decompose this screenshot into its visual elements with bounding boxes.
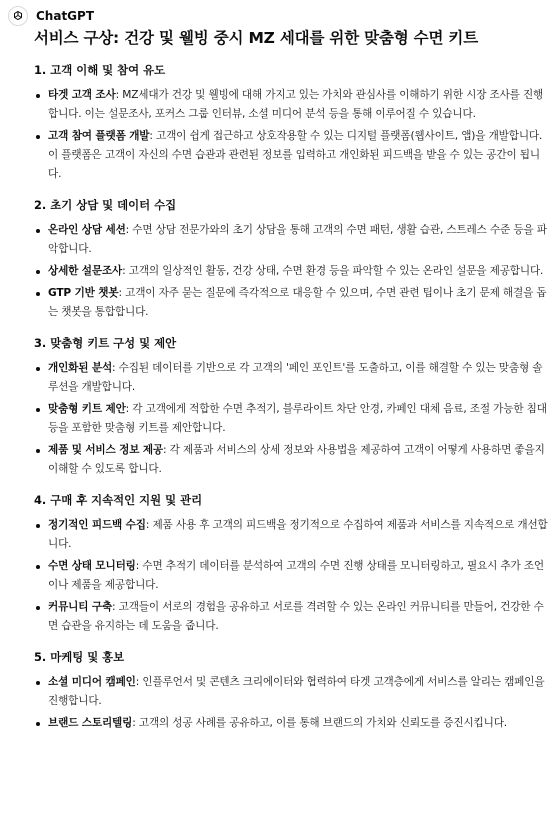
item-term: 온라인 상담 세션: [48, 224, 126, 236]
item-term: 커뮤니티 구축: [48, 601, 113, 613]
item-description: : 고객들이 서로의 경험을 공유하고 서로를 격려할 수 있는 온라인 커뮤니티를 만들어, 건강한 수면 습관을 유지하는 데 도움을 줍니다.: [48, 601, 544, 632]
item-description: : 제품 사용 후 고객의 피드백을 정기적으로 수집하여 제품과 서비스를 지속적으로 개선합니다.: [48, 519, 548, 550]
response-title: 서비스 구상: 건강 및 웰빙 중시 MZ 세대를 위한 맞춤형 수면 키트: [34, 29, 478, 47]
item-description: : 수집된 데이터를 기반으로 각 고객의 '페인 포인트'를 도출하고, 이를 해결할 수 있는 맞춤형 솔루션을 개발합니다.: [48, 362, 543, 393]
list-item: [34, 400, 550, 438]
response-section: [34, 649, 550, 733]
openai-logo-icon: [8, 6, 28, 26]
item-description: : MZ세대가 건강 및 웰빙에 대해 가지고 있는 가치와 관심사를 이해하기 위한 시장 조사를 진행합니다. 이는 설문조사, 포커스 그룹 인터뷰, 소셜 미디어 분석 등을 통해 이루어질 수 있습니다.: [48, 89, 544, 120]
item-term: 고객 참여 플랫폼 개발: [48, 130, 150, 142]
bullet-list: [34, 673, 550, 733]
section-heading: 2. 초기 상담 및 데이터 수집: [34, 198, 177, 212]
list-item: [34, 221, 550, 259]
list-item: [34, 262, 550, 281]
item-term: 상세한 설문조사: [48, 265, 123, 277]
item-description: : 각 고객에게 적합한 수면 추적기, 블루라이트 차단 안경, 카페인 대체 음료, 조절 가능한 침대 등을 포함한 맞춤형 키트를 제안합니다.: [48, 403, 547, 434]
message-header: [8, 6, 94, 26]
list-item: [34, 714, 550, 733]
item-term: GTP 기반 챗봇: [48, 287, 119, 299]
bullet-list: [34, 359, 550, 479]
list-item: [34, 86, 550, 124]
list-item: [34, 359, 550, 397]
item-term: 수면 상태 모니터링: [48, 560, 136, 572]
item-term: 맞춤형 키트 제안: [48, 403, 126, 415]
item-term: 제품 및 서비스 정보 제공: [48, 444, 163, 456]
response-section: [34, 197, 550, 322]
list-item: [34, 284, 550, 322]
item-term: 브랜드 스토리텔링: [48, 717, 133, 729]
section-heading: 3. 맞춤형 키트 구성 및 제안: [34, 336, 177, 350]
item-description: : 수면 추적기 데이터를 분석하여 고객의 수면 진행 상태를 모니터링하고, 필요시 추가 조언이나 제품을 제공합니다.: [48, 560, 545, 591]
bullet-list: [34, 86, 550, 184]
item-term: 정기적인 피드백 수집: [48, 519, 146, 531]
bullet-list: [34, 516, 550, 636]
list-item: [34, 516, 550, 554]
bullet-list: [34, 221, 550, 322]
assistant-name: ChatGPT: [36, 9, 95, 23]
item-description: : 고객이 쉽게 접근하고 상호작용할 수 있는 디지털 플랫폼(웹사이트, 앱)을 개발합니다. 이 플랫폼은 고객이 자신의 수면 습관과 관련된 정보를 입력하고 개인화된 피드백을 받을 수 있는 공간이 됩니다.: [48, 130, 543, 180]
item-description: : 수면 상담 전문가와의 초기 상담을 통해 고객의 수면 패턴, 생활 습관, 스트레스 수준 등을 파악합니다.: [48, 224, 547, 255]
item-description: : 인플루언서 및 콘텐츠 크리에이터와 협력하여 타겟 고객층에게 서비스를 알리는 캠페인을 진행합니다.: [48, 676, 545, 707]
item-term: 소셜 미디어 캠페인: [48, 676, 136, 688]
section-heading: 5. 마케팅 및 홍보: [34, 650, 125, 664]
item-description: : 고객이 자주 묻는 질문에 즉각적으로 대응할 수 있으며, 수면 관련 팁이나 초기 문제 해결을 돕는 챗봇을 통합합니다.: [48, 287, 547, 318]
item-description: : 고객의 일상적인 활동, 건강 상태, 수면 환경 등을 파악할 수 있는 온라인 설문을 제공합니다.: [122, 265, 544, 277]
item-term: 타겟 고객 조사: [48, 89, 116, 101]
response-section: [34, 492, 550, 636]
list-item: [34, 127, 550, 184]
list-item: [34, 598, 550, 636]
response-sections: [34, 62, 550, 733]
item-description: : 고객의 성공 사례를 공유하고, 이를 통해 브랜드의 가치와 신뢰도를 증진시킵니다.: [132, 717, 508, 729]
section-heading: 1. 고객 이해 및 참여 유도: [34, 63, 166, 77]
list-item: [34, 557, 550, 595]
response-section: [34, 62, 550, 184]
assistant-message: [34, 26, 550, 746]
item-description: : 각 제품과 서비스의 상세 정보와 사용법을 제공하여 고객이 어떻게 사용하면 좋을지 이해할 수 있도록 합니다.: [48, 444, 545, 475]
item-term: 개인화된 분석: [48, 362, 113, 374]
list-item: [34, 441, 550, 479]
response-section: [34, 335, 550, 479]
section-heading: 4. 구매 후 지속적인 지원 및 관리: [34, 493, 203, 507]
list-item: [34, 673, 550, 711]
